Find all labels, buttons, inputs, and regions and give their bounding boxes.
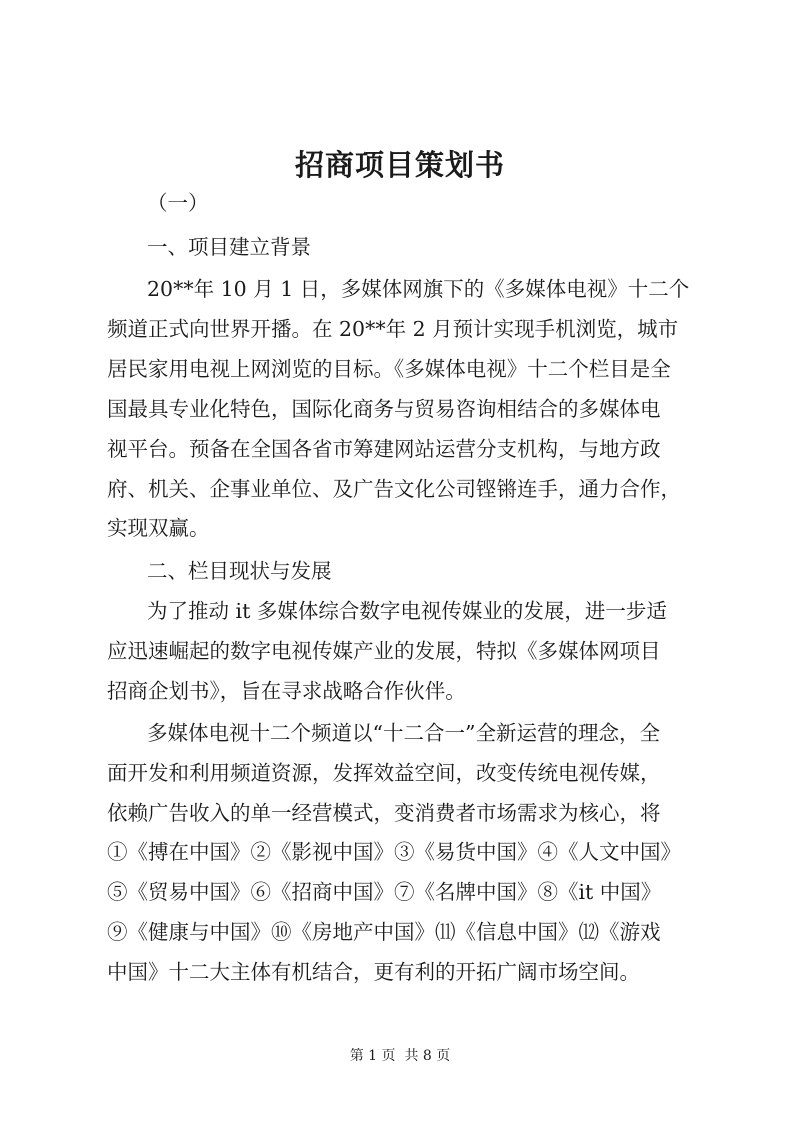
paragraph-line: 频道正式向世界开播。在 20**年 2 月预计实现手机浏览，城市 (107, 317, 679, 341)
paragraph-line: ⑤《贸易中国》⑥《招商中国》⑦《名牌中国》⑧《it 中国》 (107, 880, 662, 904)
section-heading-status: 二、栏目现状与发展 (147, 559, 332, 583)
section-heading-background: 一、项目建立背景 (147, 235, 311, 259)
paragraph-line: 依赖广告收入的单一经营模式，变消费者市场需求为核心，将 (107, 801, 661, 825)
paragraph-line: 为了推动 it 多媒体综合数字电视传媒业的发展，进一步适 (147, 599, 667, 623)
paragraph-line: ⑨《健康与中国》⑩《房地产中国》⑾《信息中国》⑿《游戏 (107, 920, 661, 944)
paragraph-line: 府、机关、企事业单位、及广告文化公司铿锵连手，通力合作， (107, 477, 681, 501)
paragraph-line: 国最具专业化特色，国际化商务与贸易咨询相结合的多媒体电 (107, 397, 661, 421)
section-number: （一） (147, 191, 209, 215)
paragraph-line: 面开发和利用频道资源，发挥效益空间，改变传统电视传媒， (107, 761, 661, 785)
paragraph-line: ①《搏在中国》②《影视中国》③《易货中国》④《人文中国》 (107, 840, 681, 864)
paragraph-line: 多媒体电视十二个频道以“十二合一”全新运营的理念，全 (147, 721, 660, 745)
document-title: 招商项目策划书 (294, 148, 505, 182)
paragraph-line: 实现双赢。 (107, 516, 210, 540)
paragraph-line: 居民家用电视上网浏览的目标。《多媒体电视》十二个栏目是全 (107, 357, 671, 381)
page-footer: 第 1 页 共 8 页 (349, 1048, 451, 1064)
paragraph-line: 招商企划书》，旨在寻求战略合作伙伴。 (107, 679, 466, 703)
paragraph-line: 应迅速崛起的数字电视传媒产业的发展，特拟《多媒体网项目 (107, 639, 661, 663)
paragraph-line: 视平台。预备在全国各省市筹建网站运营分支机构，与地方政 (107, 437, 661, 461)
paragraph-line: 中国》十二大主体有机结合，更有利的开拓广阔市场空间。 (107, 960, 640, 984)
paragraph-line: 20**年 10 月 1 日，多媒体网旗下的《多媒体电视》十二个 (147, 277, 690, 301)
